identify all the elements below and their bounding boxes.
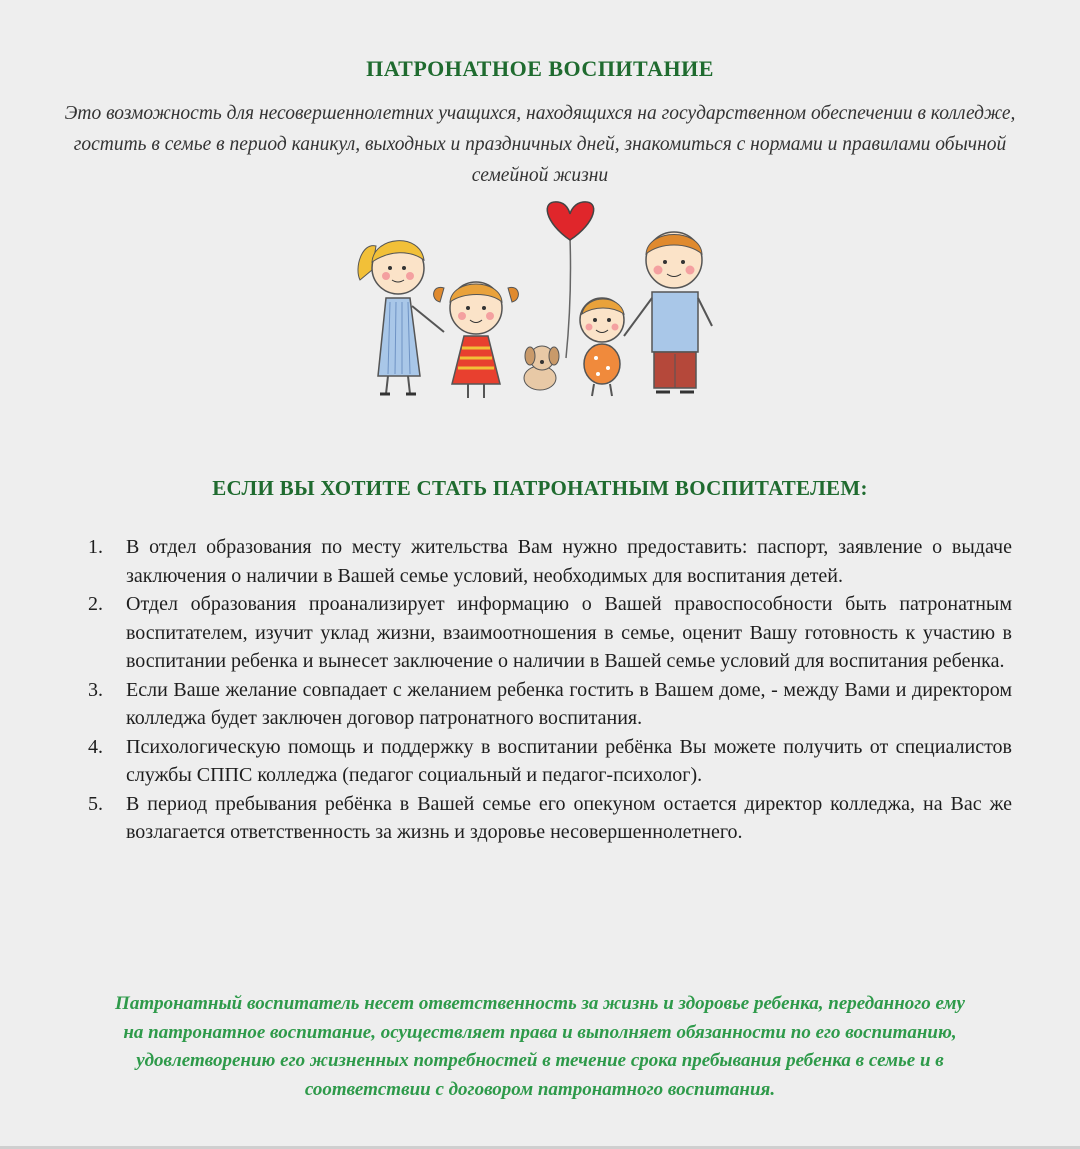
- list-item: [82, 676, 1012, 733]
- list-item-number: 4.: [88, 735, 103, 758]
- list-item-text: Психологическую помощь и поддержку в воспитании ребёнка Вы можете получить от специалистов службы СППС колледжа (педагог социальный и педагог-психолог).: [126, 735, 1012, 786]
- family-illustration-icon: [340, 198, 740, 408]
- list-item: [82, 533, 1012, 590]
- list-item-number: 3.: [88, 678, 103, 701]
- page-title: ПАТРОНАТНОЕ ВОСПИТАНИЕ: [366, 56, 714, 81]
- list-item-number: 1.: [88, 536, 103, 558]
- closing-note: Патронатный воспитатель несет ответственность за жизнь и здоровье ребенка, переданного ему на патронатное воспитание, осуществляет права и выполняет обязанности по его воспитанию, удовлетворению его жизненных потребностей в течение срока пребывания ребенка в семье и в соответствии с договором патронатного воспитания.: [115, 993, 965, 1100]
- list-item: [82, 733, 1012, 790]
- list-item-text: Отдел образования проанализирует информацию о Вашей правоспособности быть патронатным воспитателем, изучит уклад жизни, взаимоотношения в семье, оценит Вашу готовность к участию в воспитании ребенка и вынесет заключение о наличии в Вашей семье условий для воспитания ребенка.: [126, 593, 1012, 672]
- list-item-number: 5.: [88, 792, 103, 815]
- list-item-text: В отдел образования по месту жительства Вам нужно предоставить: паспорт, заявление о выдаче заключения о наличии в Вашей семье условий, необходимых для воспитания детей.: [126, 536, 1012, 587]
- list-item-number: 2.: [88, 593, 103, 615]
- intro-text: Это возможность для несовершеннолетних учащихся, находящихся на государственном обеспечении в колледже, гостить в семье в период каникул, выходных и праздничных дней, знакомиться с нормами и правилами обычной семейной жизни: [64, 103, 1016, 186]
- list-item: [82, 790, 1012, 847]
- list-item: [82, 590, 1012, 676]
- steps-list: [82, 533, 1012, 847]
- list-item-text: Если Ваше желание совпадает с желанием ребенка гостить в Вашем доме, - между Вами и директором колледжа будет заключен договор патронатного воспитания.: [126, 678, 1012, 729]
- list-item-text: В период пребывания ребёнка в Вашей семье его опекуном остается директор колледжа, на Вас же возлагается ответственность за жизнь и здоровье несовершеннолетнего.: [126, 792, 1012, 843]
- section-heading: ЕСЛИ ВЫ ХОТИТЕ СТАТЬ ПАТРОНАТНЫМ ВОСПИТАТЕЛЕМ:: [212, 476, 868, 500]
